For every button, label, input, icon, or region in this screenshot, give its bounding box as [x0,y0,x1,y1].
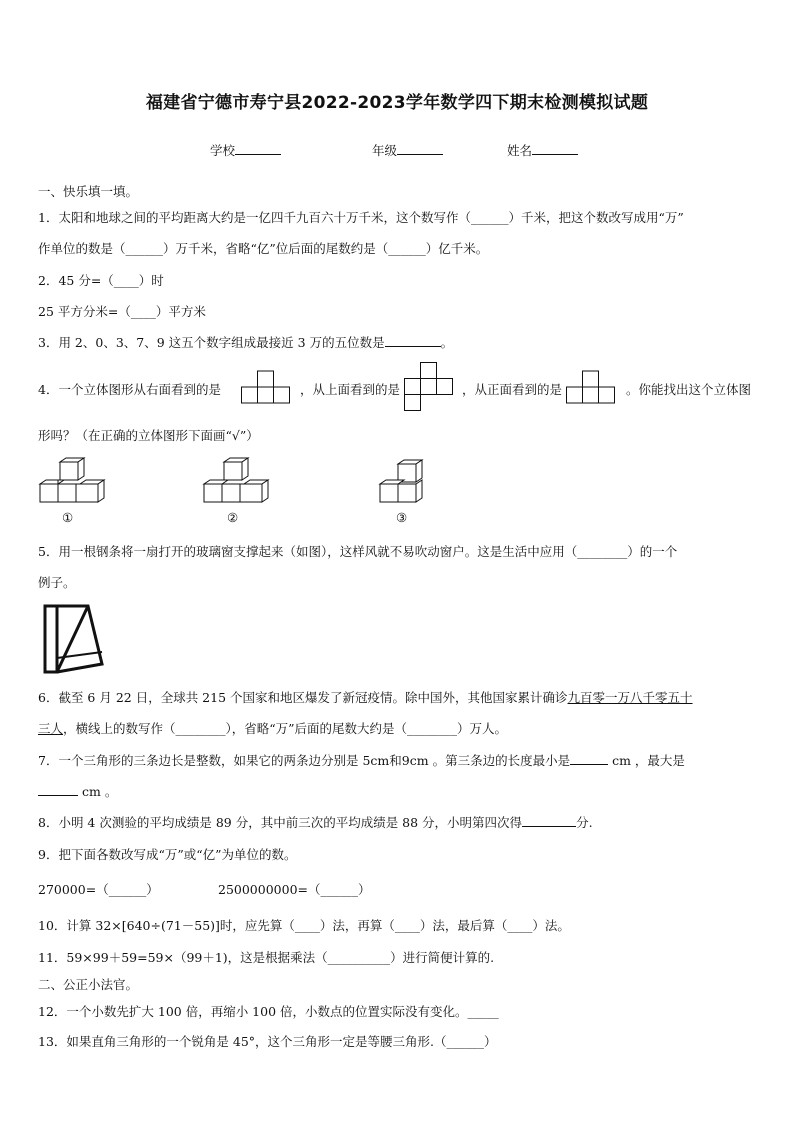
question-5-line-2: 例子。 [38,575,76,590]
question-9: 9．把下面各数改写成“万”或“亿”为单位的数。 [38,847,297,862]
name-field [507,141,578,159]
question-6-line-2 [38,719,507,737]
question-1-line-2: 作单位的数是（______）万千米，省略“亿”位后面的尾数约是（______）亿千米。 [38,241,489,256]
section-2-heading: 二、公正小法官。 [38,977,139,992]
window-support-figure [40,600,106,676]
question-3-end: 。 [440,335,454,350]
question-7-max-blank [38,783,78,796]
name-label: 姓名 [507,143,533,158]
right-view-figure [241,370,291,404]
question-7-text: 7．一个三角形的三条边长是整数，如果它的两条边分别是 [38,753,359,768]
grade-field [372,141,443,159]
question-2-part-b: 25 平方分米=（____）平方米 [38,304,206,319]
question-6-text: 6．截至 6 月 22 日，全球共 215 个国家和地区爆发了新冠疫情。除中国外，其他国家累计确诊 [38,690,568,705]
page-title: 福建省宁德市寿宁县2022-2023学年数学四下期末检测模拟试题 [145,93,649,113]
question-4-part-c: ，从正面看到的是 [462,382,563,397]
question-6-underlined-number: 九百零一万八千零五十 [567,690,693,705]
question-3-text: 3．用 2、0、3、7、9 这五个数字组成最接近 3 万的五位数是 [38,335,385,350]
school-blank [235,142,281,155]
question-2-part-a: 2．45 分=（____）时 [38,273,164,288]
solid-figure-3 [376,458,426,504]
question-12: 12．一个小数先扩大 100 倍，再缩小 100 倍，小数点的位置实际没有变化。_____ [38,1004,499,1019]
question-4-part-b: ，从上面看到的是 [300,382,401,397]
question-1-line-1: 1．太阳和地球之间的平均距离大约是一亿四千九百六十万千米，这个数写作（______）千米，把这个数改写成用“万” [38,210,684,225]
question-11: 11．59×99＋59=59×（99＋1)，这是根据乘法（__________）进行简便计算的. [38,950,495,965]
question-7-text-2: 。第三条边的长度最小是 [432,753,571,768]
question-9-part-b: 2500000000=（______） [218,882,371,897]
question-13: 13．如果直角三角形的一个锐角是 45°，这个三角形一定是等腰三角形.（______） [38,1034,497,1049]
question-5-line-1: 5．用一根钢条将一扇打开的玻璃窗支撑起来（如图），这样风就不易吹动窗户。这是生活中应用（________）的一个 [38,544,678,559]
question-7-length-b: 9cm [401,753,429,768]
question-7-min-blank [570,752,608,765]
question-7-line-2 [38,782,117,800]
figure-label-2: ② [227,510,239,525]
solid-figure-1 [36,456,106,504]
figure-label-3: ③ [396,510,408,525]
front-view-figure [566,370,616,404]
name-blank [532,142,578,155]
question-4-line-2: 形吗？（在正确的立体图形下面画“√”） [38,428,259,443]
question-10: 10．计算 32×[640÷(71－55)]时，应先算（____）法，再算（____）法，最后算（____）法。 [38,918,570,933]
question-9-part-a: 270000=（______） [38,882,159,897]
question-8-end: 分. [576,815,593,830]
question-4-part-a: 4．一个立体图形从右面看到的是 [38,382,221,397]
question-4-part-d: 。你能找出这个立体图 [626,382,752,397]
question-7-length-a: 5cm [362,753,390,768]
question-6-text-2: ，横线上的数写作（________），省略“万”后面的尾数大约是（________）万人。 [63,721,508,736]
question-7-end: 。 [104,784,118,799]
grade-blank [397,142,443,155]
question-7-and: 和 [389,753,402,768]
question-7-unit-1: cm [612,753,631,768]
school-label: 学校 [210,143,236,158]
question-7-unit-2: cm [81,784,101,799]
question-7-text-3: ，最大是 [634,753,685,768]
question-7-line-1 [38,751,685,769]
school-field [210,141,281,159]
grade-label: 年级 [372,143,398,158]
question-8-text: 8．小明 4 次测验的平均成绩是 89 分，其中前三次的平均成绩是 88 分，小明第四次得 [38,815,523,830]
figure-label-1: ① [62,510,74,525]
question-8-blank [522,814,576,827]
top-view-figure [404,362,454,412]
solid-figure-2 [200,456,270,504]
question-3-blank [385,334,441,347]
question-3 [38,333,453,351]
question-6-line-1 [38,688,693,706]
question-6-underlined-end: 三人 [38,721,64,736]
section-1-heading: 一、快乐填一填。 [38,184,139,199]
question-8 [38,813,593,831]
